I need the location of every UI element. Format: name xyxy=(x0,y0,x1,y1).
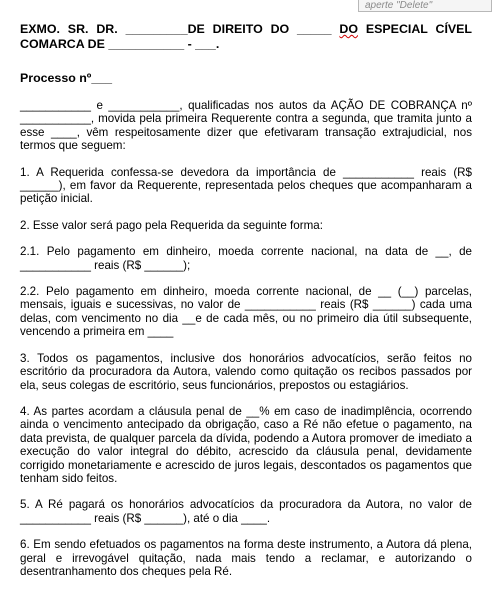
clause-1-paragraph: 1. A Requerida confessa-se devedora da importância de ___________ reais (R$ ______), em favor da Requerente, representada pelos cheques que acompanharam a petição inicial. xyxy=(20,165,472,206)
clause-2-1-paragraph: 2.1. Pelo pagamento em dinheiro, moeda corrente nacional, na data de __, de ___________ reais (R$ ______); xyxy=(20,245,472,272)
processo-number-line: Processo nº___ xyxy=(20,71,112,85)
document-heading xyxy=(20,22,472,52)
delete-hint-tooltip: aperte "Delete" xyxy=(358,0,492,12)
heading-text-start: EXMO. SR. DR. _________DE DIREITO DO _____ xyxy=(20,22,340,36)
clause-4-paragraph: 4. As partes acordam a cláusula penal de __% em caso de inadimplência, ocorrendo ainda o vencimento antecipado da obrigação, caso a Ré não efetue o pagamento, na data prevista, de qualquer parcela da dívida, podendo a Autora promover de imediato a execução do valor integral do débito, acrescido da cláusula penal, devidamente corrigido monetariamente e acrescido de juros legais, descontados os pagamentos que tenham sido feitos. xyxy=(20,404,472,485)
clause-5-paragraph: 5. A Ré pagará os honorários advocatícios da procuradora da Autora, no valor de ___________ reais (R$ ______), até o dia ____. xyxy=(20,498,472,525)
clause-3-paragraph: 3. Todos os pagamentos, inclusive dos honorários advocatícios, serão feitos no escritório da procuradora da Autora, valendo como quitação os recibos passados por ela, seus colegas de escritório, seus funcionários, prepostos ou estagiários. xyxy=(20,351,472,392)
clause-6-paragraph: 6. Em sendo efetuados os pagamentos na forma deste instrumento, a Autora dá plena, geral e irrevogável quitação, nada mais tendo a reclamar, e autorizando o desentranhamento dos cheques pela Ré. xyxy=(20,538,472,578)
intro-paragraph: ___________ e ___________, qualificadas nos autos da AÇÃO DE COBRANÇA nº ___________, movida pela primeira Requerente contra a segunda, que tramita junto a esse ____, vêm respeitosamente dizer que efetivaram transação extrajudicial, nos termos que seguem: xyxy=(20,99,472,153)
clause-2-2-paragraph: 2.2. Pelo pagamento em dinheiro, moeda corrente nacional, de __ (__) parcelas, mensais, iguais e sucessivas, no valor de ___________ reais (R$ ______) cada uma delas, com vencimento no dia __e de cada mês, ou no primeiro dia útil subsequente, vencendo a primeira em ____ xyxy=(20,285,472,339)
heading-spellcheck-word[interactable]: DO xyxy=(339,22,358,36)
heading-text-end: ESPECIAL CÍVEL COMARCA DE ___________ - ___. xyxy=(20,22,472,51)
document-page xyxy=(20,22,472,578)
clause-2-paragraph: 2. Esse valor será pago pela Requerida da seguinte forma: xyxy=(20,218,323,232)
